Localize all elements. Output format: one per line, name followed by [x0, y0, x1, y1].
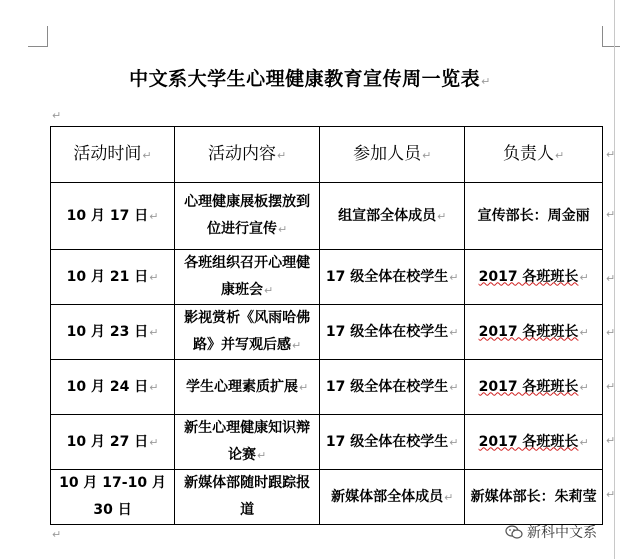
cell-owner: 宣传部长：周金丽	[465, 183, 603, 250]
row-end-mark-icon: ↵	[606, 380, 616, 393]
row-end-mark-icon: ↵	[606, 148, 616, 161]
cell-time: 10 月 27 日↵	[51, 415, 175, 470]
row-end-mark-icon: ↵	[606, 326, 616, 339]
crop-mark	[28, 46, 48, 47]
wechat-watermark	[505, 522, 597, 542]
cell-people: 新媒体部全体成员↵	[320, 470, 465, 525]
cell-people: 17 级全体在校学生↵	[320, 360, 465, 415]
schedule-table	[50, 126, 603, 525]
paragraph-mark-icon: ↵	[52, 109, 62, 122]
cell-owner: 新媒体部长：朱莉莹	[465, 470, 603, 525]
header-content: 活动内容↵	[175, 127, 320, 183]
paragraph-mark-icon: ↵	[481, 75, 491, 88]
table-row	[51, 250, 603, 305]
crop-mark	[602, 26, 603, 47]
cell-content: 各班组织召开心理健康班会↵	[175, 250, 320, 305]
table-row	[51, 360, 603, 415]
table-row	[51, 415, 603, 470]
header-time: 活动时间↵	[51, 127, 175, 183]
table-row	[51, 183, 603, 250]
header-people: 参加人员↵	[320, 127, 465, 183]
cell-time: 10 月 24 日↵	[51, 360, 175, 415]
cell-people: 17 级全体在校学生↵	[320, 305, 465, 360]
cell-time: 10 月 17 日↵	[51, 183, 175, 250]
cell-time: 10 月 17-10 月 30 日	[51, 470, 175, 525]
cell-owner: 2017 各班班长↵	[465, 305, 603, 360]
crop-mark	[602, 46, 620, 47]
cell-owner: 2017 各班班长↵	[465, 360, 603, 415]
cell-owner: 2017 各班班长↵	[465, 415, 603, 470]
watermark-text: 新科中文系	[527, 525, 597, 541]
cell-people: 17 级全体在校学生↵	[320, 250, 465, 305]
cell-time: 10 月 23 日↵	[51, 305, 175, 360]
row-end-mark-icon: ↵	[606, 434, 616, 447]
paragraph-mark-icon: ↵	[52, 528, 62, 541]
crop-mark	[47, 26, 48, 47]
cell-content: 影视赏析《风雨哈佛路》并写观后感↵	[175, 305, 320, 360]
row-end-mark-icon: ↵	[606, 208, 616, 221]
cell-owner: 2017 各班班长↵	[465, 250, 603, 305]
document-title	[0, 64, 620, 91]
table-header-row	[51, 127, 603, 183]
header-owner: 负责人↵	[465, 127, 603, 183]
cell-content: 新生心理健康知识辩论赛↵	[175, 415, 320, 470]
cell-content: 心理健康展板摆放到位进行宣传↵	[175, 183, 320, 250]
title-text: 中文系大学生心理健康教育宣传周一览表	[129, 68, 481, 90]
cell-people: 17 级全体在校学生↵	[320, 415, 465, 470]
table-row	[51, 305, 603, 360]
wechat-icon	[505, 525, 523, 539]
cell-content: 新媒体部随时跟踪报道	[175, 470, 320, 525]
table-row	[51, 470, 603, 525]
cell-people: 组宣部全体成员↵	[320, 183, 465, 250]
row-end-mark-icon: ↵	[606, 272, 616, 285]
cell-content: 学生心理素质扩展↵	[175, 360, 320, 415]
row-end-mark-icon: ↵	[606, 488, 616, 501]
cell-time: 10 月 21 日↵	[51, 250, 175, 305]
